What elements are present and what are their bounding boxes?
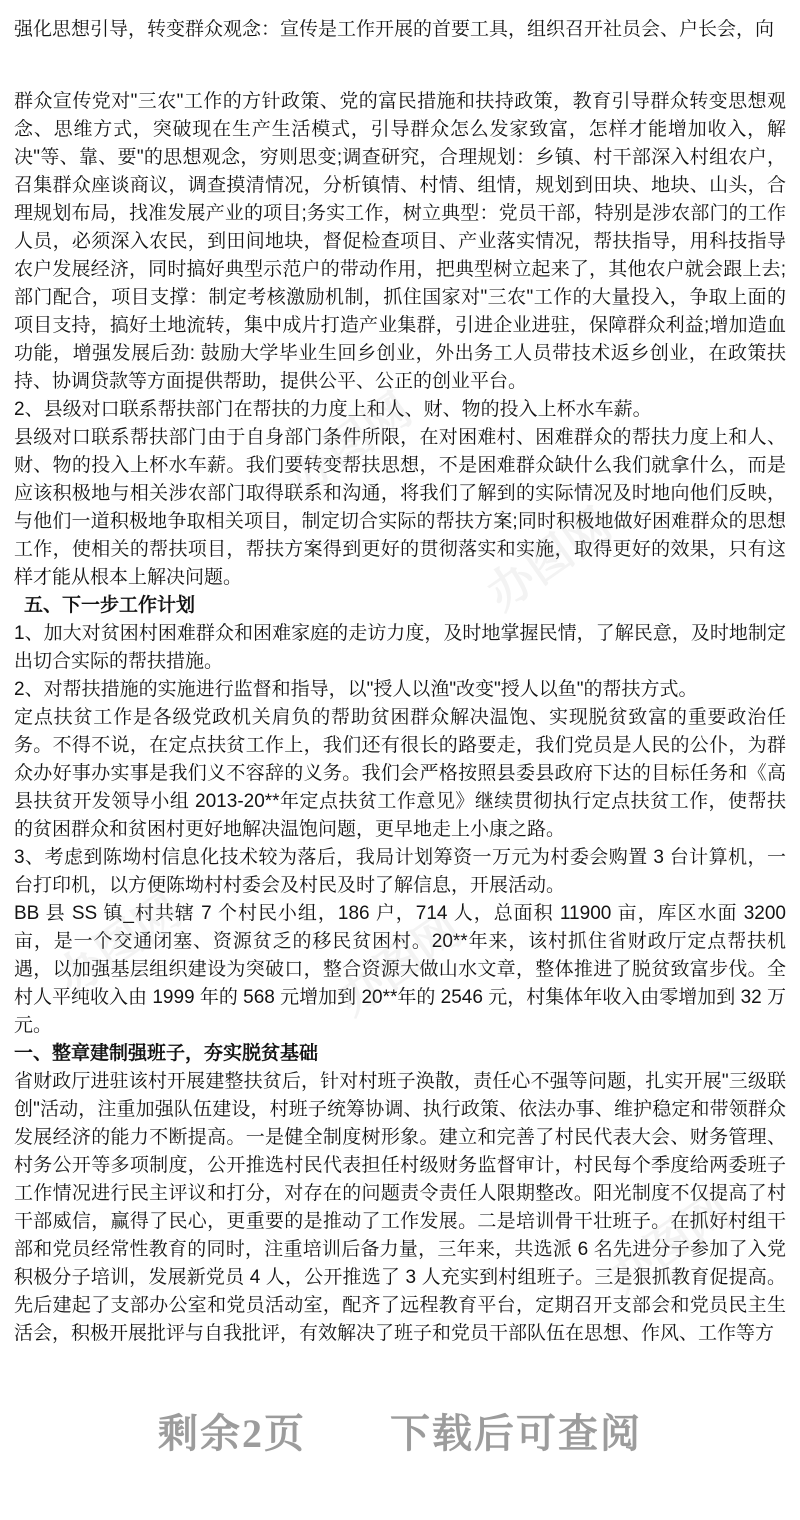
paragraph-provincial-finance-dept: 省财政厅进驻该村开展建整扶贫后，针对村班子涣散，责任心不强等问题，扎实开展"三级联创"活动，注重加强队伍建设，村班子统筹协调、执行政策、依法办事、维护稳定和带领群众发展经济的能力不断提高。一是健全制度树形象。建立和完善了村民代表大会、财务管理、村务公开等多项制度，公开推选村民代表担任村级财务监督审计，村民每个季度给两委班子工作情况进行民主评议和打分，对存在的问题责令责任人限期整改。阳光制度不仅提高了村干部威信，赢得了民心，更重要的是推动了工作发展。二是培训骨干壮班子。在抓好村组干部和党员经常性教育的同时，注重培训后备力量，三年来，共选派 6 名先进分子参加了入党积极分子培训，发展新党员 4 人，公开推选了 3 人充实到村组班子。三是狠抓教育促提高。先后建起了支部办公室和党员活动室，配齐了远程教育平台，定期召开支部会和党员民主生活会，积极开展批评与自我批评，有效解决了班子和党员干部队伍在思想、作风、工作等方 xyxy=(14,1071,786,1344)
paragraph-village-overview: BB 县 SS 镇_村共辖 7 个村民小组，186 户，714 人，总面积 11900 亩，库区水面 3200 亩，是一个交通闭塞、资源贫乏的移民贫困村。20**年来，该村抓住省财政厅定点帮扶机遇，以加强基层组织建设为突破口，整合资源大做山水文章，整体推进了脱贫致富步伐。全村人平纯收入由 1999 年的 568 元增加到 20**年的 2546 元，村集体年收入由零增加到 32 万元。 xyxy=(14,903,786,1036)
watermark-text: 办图网 xyxy=(477,498,621,620)
remaining-pages-notice: 剩余2页 下载后可查阅 xyxy=(158,1411,642,1456)
section-heading-next-work-plan: 五、下一步工作计划 xyxy=(24,595,196,616)
watermark-text: 办图网 xyxy=(47,883,191,1005)
list-item-2-county-support: 2、县级对口联系帮扶部门在帮扶的力度上和人、财、物的投入上杯水车薪。 xyxy=(14,399,652,420)
list-item-2-supervision-guidance: 2、对帮扶措施的实施进行监督和指导，以"授人以渔"改变"授人以鱼"的帮扶方式。 xyxy=(14,679,698,700)
section-heading-strengthen-leadership: 一、整章建制强班子，夯实脱贫基础 xyxy=(14,1043,319,1064)
paragraph-county-support-detail: 县级对口联系帮扶部门由于自身部门条件所限，在对困难村、困难群众的帮扶力度上和人、财、物的投入上杯水车薪。我们要转变帮扶思想，不是困难群众缺什么我们就拿什么，而是应该积极地与相关涉农部门取得联系和沟通，将我们了解到的实际情况及时地向他们反映，与他们一道积极地争取相关项目，制定切合实际的帮扶方案;同时积极地做好困难群众的思想工作，使相关的帮扶项目，帮扶方案得到更好的贯彻落实和实施，取得更好的效果，只有这样才能从根本上解决问题。 xyxy=(14,427,786,588)
watermark-text: 办图网 xyxy=(597,1183,741,1305)
paragraph-policy-measures: 群众宣传党对"三农"工作的方针政策、党的富民措施和扶持政策，教育引导群众转变思想观念、思维方式，突破现在生产生活模式，引导群众怎么发家致富，怎样才能增加收入，解决"等、靠、要"的思想观念，穷则思变;调查研究，合理规划：乡镇、村干部深入村组农户，召集群众座谈商议，调查摸清情况，分析镇情、村情、组情，规划到田块、地块、山头，合理规划布局，找准发展产业的项目;务实工作，树立典型：党员干部，特别是涉农部门的工作人员，必须深入农民，到田间地块，督促检查项目、产业落实情况，帮扶指导，用科技指导农户发展经济，同时搞好典型示范户的带动作用，把典型树立起来了，其他农户就会跟上去;部门配合，项目支撑：制定考核激励机制，抓住国家对"三农"工作的大量投入，争取上面的项目支持，搞好土地流转，集中成片打造产业集群，引进企业进驻，保障群众利益;增加造血功能，增强发展后劲: 鼓励大学毕业生回乡创业，外出务工人员带技术返乡创业，在政策扶持、协调贷款等方面提供帮助，提供公平、公正的创业平台。 xyxy=(14,91,786,392)
list-item-3-computers-for-village: 3、考虑到陈坳村信息化技术较为落后，我局计划筹资一万元为村委会购置 3 台计算机，一台打印机，以方便陈坳村村委会及村民及时了解信息，开展活动。 xyxy=(14,847,786,896)
watermark-text: 办图网 xyxy=(277,383,421,505)
continuation-line: 强化思想引导，转变群众观念：宣传是工作开展的首要工具，组织召开社员会、户长会，向 xyxy=(14,19,775,40)
paragraph-targeted-poverty-alleviation: 定点扶贫工作是各级党政机关肩负的帮助贫困群众解决温饱、实现脱贫致富的重要政治任务。不得不说，在定点扶贫工作上，我们还有很长的路要走，我们党员是人民的公仆，为群众办好事办实事是我们义不容辞的义务。我们会严格按照县委县政府下达的目标任务和《高县扶贫开发领导小组 2013-20**年定点扶贫工作意见》继续贯彻执行定点扶贫工作，使帮扶的贫困群众和贫困村更好地解决温饱问题，更早地走上小康之路。 xyxy=(14,707,786,840)
watermark-text: 办图网 xyxy=(327,903,471,1025)
list-item-1-visit-poor-households: 1、加大对贫困村困难群众和困难家庭的走访力度，及时地掌握民情，了解民意，及时地制定出切合实际的帮扶措施。 xyxy=(14,623,786,672)
